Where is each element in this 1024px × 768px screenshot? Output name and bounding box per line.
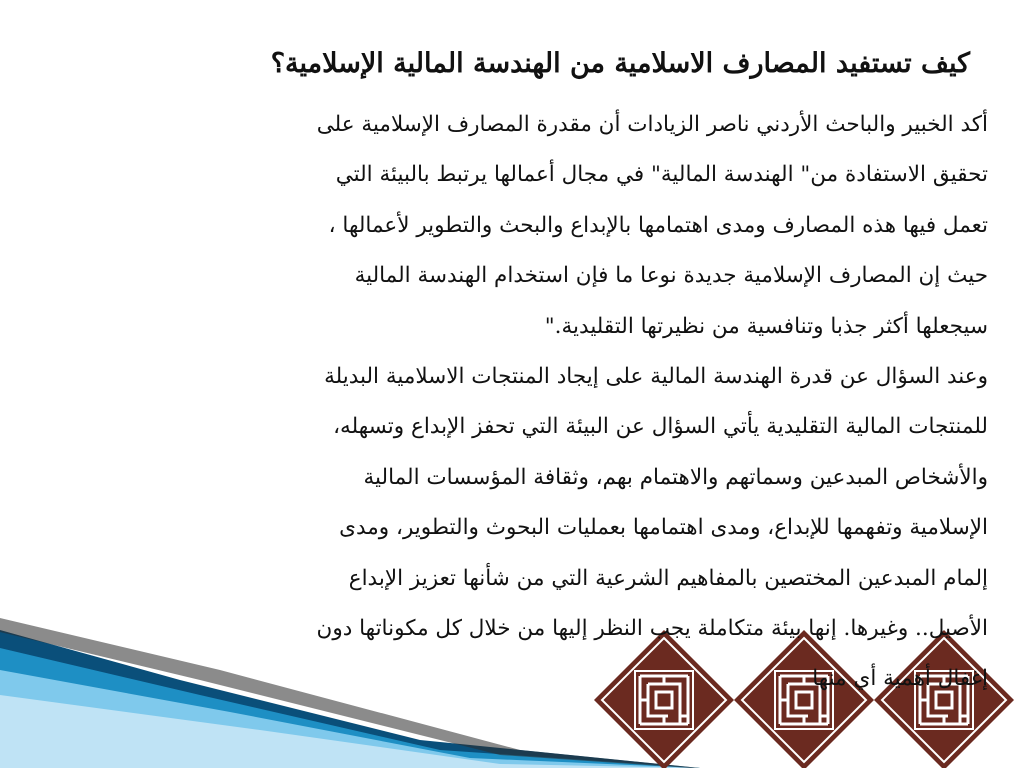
body-line: تحقيق الاستفادة من" الهندسة المالية" في مجال أعمالها يرتبط بالبيئة التي [335, 162, 988, 188]
slide-title: كيف تستفيد المصارف الاسلامية من الهندسة المالية الإسلامية؟ [270, 48, 970, 80]
body-text [100, 100, 988, 705]
body-line: للمنتجات المالية التقليدية يأتي السؤال عن البيئة التي تحفز الإبداع وتسهله، [333, 414, 988, 440]
body-line: تعمل فيها هذه المصارف ومدى اهتمامها بالإبداع والبحث والتطوير لأعمالها ، [328, 212, 988, 238]
body-line: الإسلامية وتفهمها للإبداع، ومدى اهتمامها بعمليات البحوث والتطوير، ومدى [339, 515, 988, 541]
body-line: حيث إن المصارف الإسلامية جديدة نوعا ما فإن استخدام الهندسة المالية [354, 263, 988, 289]
body-line: إلمام المبدعين المختصين بالمفاهيم الشرعية التي من شأنها تعزيز الإبداع [348, 565, 988, 591]
body-line: إغفال أهمية أي منها [812, 666, 988, 692]
body-line: وعند السؤال عن قدرة الهندسة المالية على إيجاد المنتجات الاسلامية البديلة [324, 363, 988, 389]
body-line: الأصيل.. وغيرها. إنها بيئة متكاملة يجب النظر إليها من خلال كل مكوناتها دون [316, 615, 988, 641]
body-line: سيجعلها أكثر جذبا وتنافسية من نظيرتها التقليدية." [544, 313, 988, 339]
body-line: أكد الخبير والباحث الأردني ناصر الزيادات أن مقدرة المصارف الإسلامية على [316, 112, 988, 137]
body-line: والأشخاص المبدعين وسماتهم والاهتمام بهم، وثقافة المؤسسات المالية [363, 464, 988, 490]
